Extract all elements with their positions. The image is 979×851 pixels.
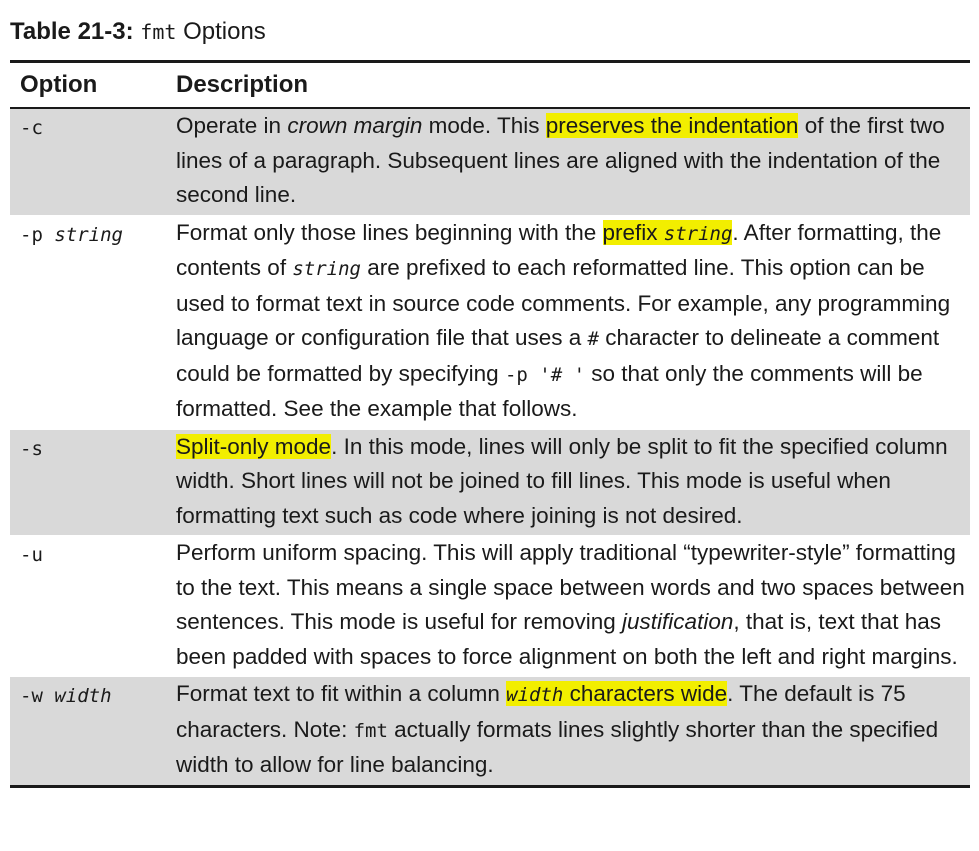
desc-highlight <box>603 220 733 245</box>
option-flag: -p <box>20 223 43 246</box>
desc-highlight: preserves the indentation <box>545 113 799 138</box>
desc-text: . After formatting, the contents of <box>176 219 942 280</box>
option-flag: -c <box>20 117 43 139</box>
desc-text: Operate in <box>176 113 288 138</box>
option-cell <box>10 429 166 536</box>
desc-text: Format only those lines beginning with the <box>176 219 603 245</box>
desc-code: fmt <box>353 719 388 742</box>
option-flag: -w <box>20 685 43 707</box>
desc-code-italic: string <box>292 258 361 280</box>
option-flag: -u <box>20 544 43 566</box>
desc-text: Perform uniform spacing. This will apply traditional “typewriter-style” formatting to the text. This means a single space between words and two spaces between sentences. This mode is useful for removing <box>176 540 965 634</box>
table-number: Table 21-3: <box>10 18 134 45</box>
option-flag: -s <box>20 437 43 460</box>
desc-text: so that only the comments will be formatted. See the example that follows. <box>176 360 923 421</box>
options-table <box>10 60 970 788</box>
table-row <box>10 429 970 536</box>
option-argument: string <box>54 223 123 246</box>
table-row <box>10 536 970 677</box>
desc-highlight: Split-only mode <box>176 433 332 459</box>
description-cell <box>166 215 970 429</box>
desc-italic: justification <box>622 609 734 634</box>
desc-text: . In this mode, lines will only be split to fit the specified column width. Short lines will not be joined to fill lines. This mode is useful when formatting text such as code where joining is not desired. <box>176 433 948 528</box>
option-cell <box>10 677 166 787</box>
header-option: Option <box>10 62 166 109</box>
description-cell <box>166 536 970 677</box>
table-row <box>10 108 970 215</box>
option-cell <box>10 108 166 215</box>
title-rest: Options <box>183 18 266 45</box>
table-header-row <box>10 62 970 109</box>
table-title <box>10 18 266 46</box>
desc-text: Format text to fit within a column <box>176 681 507 706</box>
desc-code-italic: width <box>506 684 564 706</box>
desc-highlight-text: prefix <box>602 219 664 245</box>
desc-text: mode. This <box>422 113 546 138</box>
desc-text: are prefixed to each reformatted line. This option can be used to format text in source code comments. For example, any programming language or configuration file that uses a <box>176 255 951 350</box>
desc-code-italic: string <box>663 222 733 245</box>
table-row <box>10 215 970 429</box>
description-cell <box>166 108 970 215</box>
desc-text: character to delineate a comment could be formatted by specifying <box>176 325 940 386</box>
option-cell <box>10 536 166 677</box>
option-cell <box>10 215 166 429</box>
desc-code: # <box>587 328 599 350</box>
desc-text: . The default is 75 characters. Note: <box>176 681 906 742</box>
desc-text: actually formats lines slightly shorter than the specified width to allow for line balancing. <box>176 716 939 777</box>
desc-text: , that is, text that has been padded with spaces to force alignment on both the left and right margins. <box>176 609 958 669</box>
description-cell <box>166 429 970 536</box>
desc-italic: crown margin <box>287 113 423 138</box>
header-description: Description <box>166 62 970 109</box>
table-row <box>10 677 970 787</box>
desc-highlight-text: characters wide <box>563 681 728 706</box>
title-command: fmt <box>140 20 177 44</box>
desc-text: of the first two lines of a paragraph. Subsequent lines are aligned with the indentation of the second line. <box>176 113 945 207</box>
desc-highlight <box>506 681 727 706</box>
desc-code: -p '# ' <box>504 363 586 386</box>
option-argument: width <box>54 685 112 707</box>
description-cell <box>166 677 970 787</box>
